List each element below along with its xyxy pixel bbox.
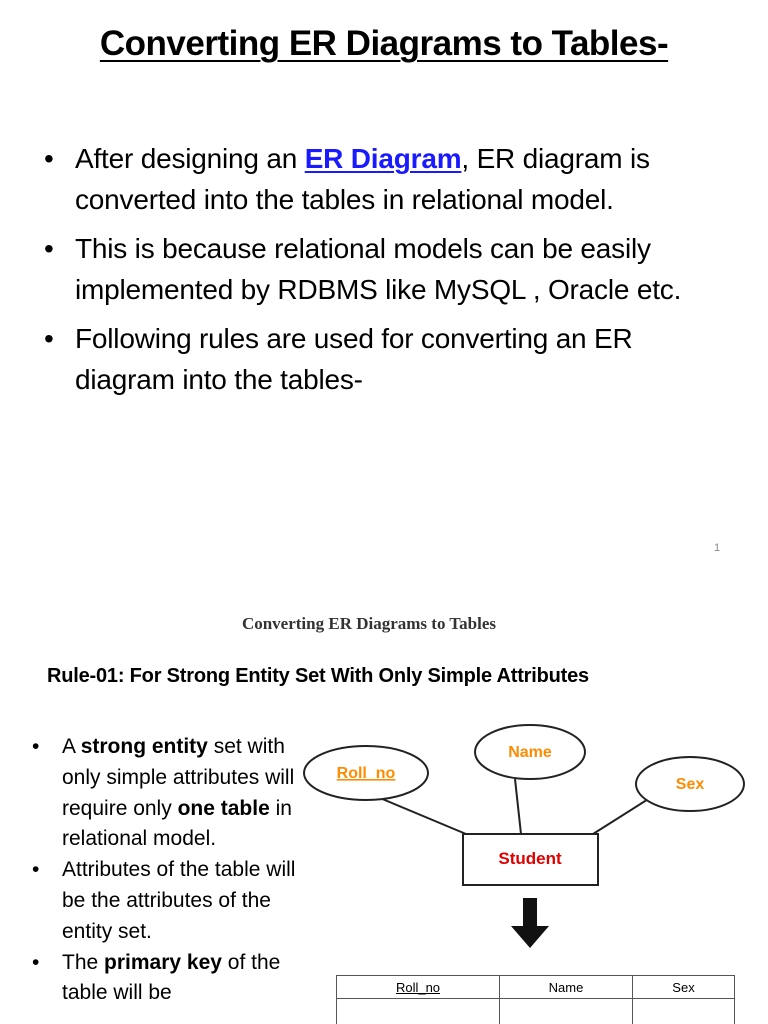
bullet-item: • A strong entity set with only simple attributes will require only one table in relational model.	[32, 732, 302, 855]
connector-line	[515, 779, 521, 834]
attribute-label: Name	[508, 744, 552, 761]
bullet-text: After designing an	[75, 143, 305, 174]
connector-line	[380, 798, 466, 834]
table-row	[337, 999, 735, 1024]
relational-table	[336, 975, 735, 1024]
er-diagram	[0, 576, 768, 1024]
bullet-list	[44, 138, 734, 408]
er-diagram-link[interactable]: ER Diagram	[304, 143, 462, 174]
bold-term: primary key	[104, 950, 222, 974]
arrow-down-icon	[511, 926, 549, 948]
attribute-label: Roll_no	[336, 765, 396, 782]
connector-line	[593, 796, 653, 834]
arrow-shaft	[523, 898, 537, 928]
page-number: 1	[714, 542, 721, 554]
bullet-item	[44, 138, 734, 220]
table-header-cell: Roll_no	[395, 979, 441, 995]
table-header-cell: Name	[500, 976, 633, 999]
bold-term: one table	[177, 796, 270, 820]
bold-term: strong entity	[80, 735, 208, 758]
attribute-label: Sex	[675, 776, 705, 793]
table-header-row	[337, 976, 735, 999]
bullet-item: • Following rules are used for converting an ER diagram into the tables-	[44, 318, 734, 400]
table-header-cell: Sex	[633, 976, 735, 999]
bullet-item: • This is because relational models can be easily implemented by RDBMS like MySQL , Oracle etc.	[44, 228, 734, 310]
slide-2	[0, 576, 768, 1024]
entity-label: Student	[498, 849, 562, 868]
rule-heading: Rule-01: For Strong Entity Set With Only Simple Attributes	[47, 665, 589, 687]
bullet-text: , ER diagram is converted into the tables in relational model.	[75, 143, 650, 215]
bullet-item: • The primary key of the table will be	[32, 948, 302, 1010]
slide-title: Converting ER Diagrams to Tables-	[99, 24, 669, 63]
bullet-item: • Attributes of the table will be the attributes of the entity set.	[32, 855, 302, 947]
slide-title: Converting ER Diagrams to Tables	[241, 614, 497, 633]
